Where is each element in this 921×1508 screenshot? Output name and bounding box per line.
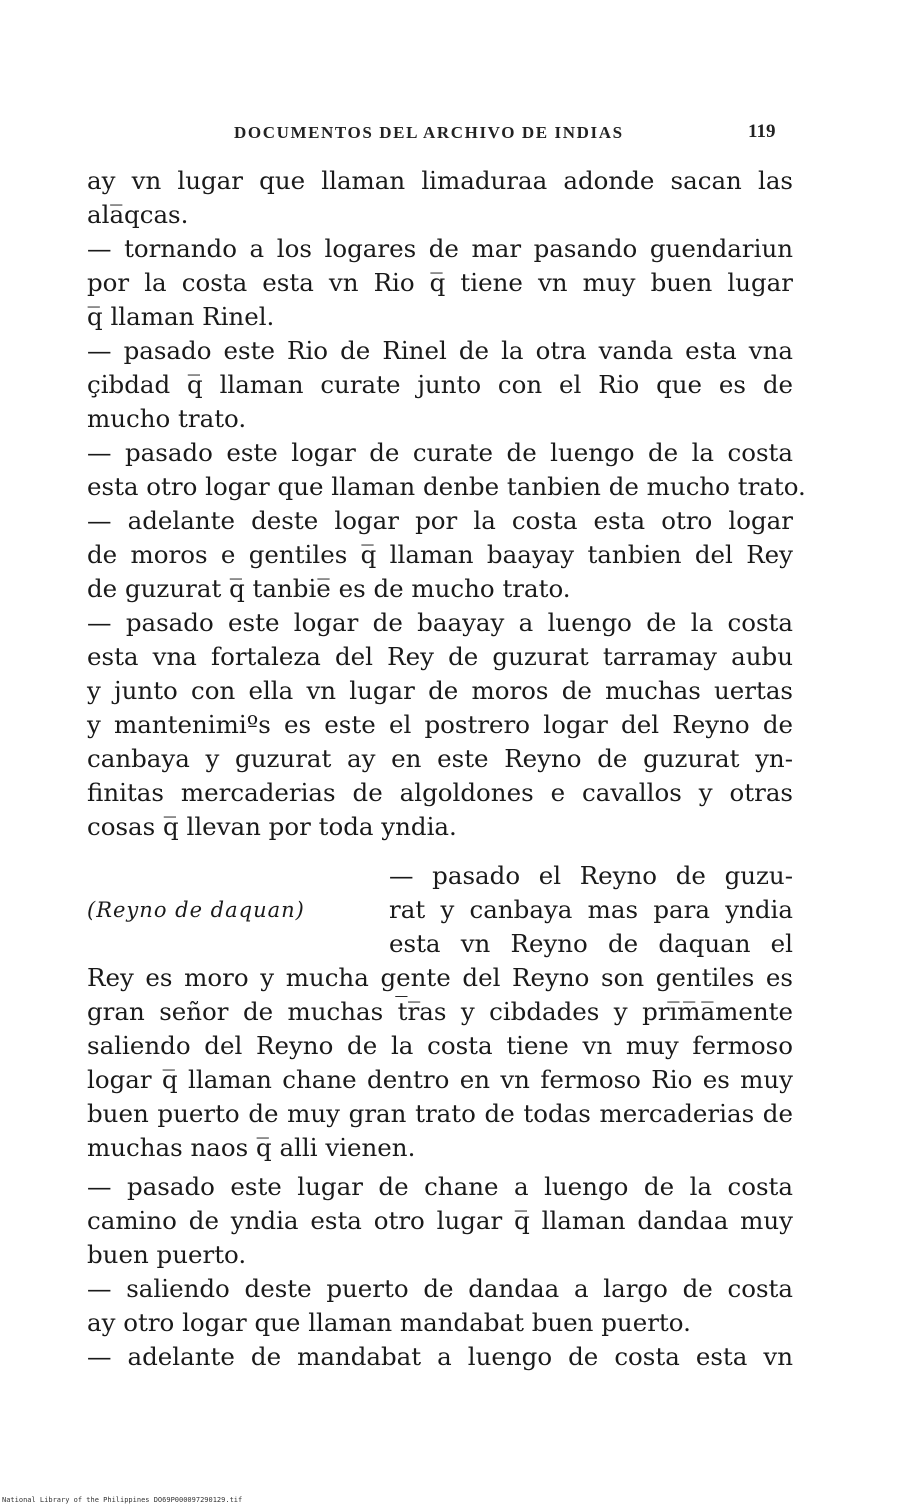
- text-line: saliendo del Reyno de la costa tiene vn muy fermoso: [87, 1031, 793, 1060]
- text-line: logar q̅ llaman chane dentro en vn fermoso Rio es muy: [87, 1065, 793, 1094]
- text-line: esta vna fortaleza del Rey de guzurat tarramay aubu: [87, 642, 793, 671]
- text-line: ay otro logar que llaman mandabat buen puerto.: [87, 1308, 691, 1337]
- text-line: gran señor de muchas t̅r̅as y cibdades y pri̅m̅a̅mente: [87, 997, 793, 1026]
- text-line: ay vn lugar que llaman limaduraa adonde sacan las: [87, 166, 793, 195]
- text-line: camino de yndia esta otro lugar q̅ llaman dandaa muy: [87, 1206, 793, 1235]
- text-line: de moros e gentiles q̅ llaman baayay tanbien del Rey: [87, 540, 793, 569]
- text-line: canbaya y guzurat ay en este Reyno de guzurat yn-: [87, 744, 793, 773]
- marginal-note: (Reyno de daquan): [87, 898, 305, 922]
- text-line: buen puerto.: [87, 1240, 247, 1269]
- text-line: q̅ llaman Rinel.: [87, 302, 275, 331]
- text-line: ala̅qcas.: [87, 200, 189, 229]
- running-head: DOCUMENTOS DEL ARCHIVO DE INDIAS: [234, 123, 624, 142]
- text-line: — pasado este lugar de chane a luengo de la costa: [87, 1172, 793, 1201]
- text-line: çibdad q̅ llaman curate junto con el Rio que es de: [87, 370, 793, 399]
- text-line: rat y canbaya mas para yndia: [389, 895, 793, 924]
- page-number: 119: [748, 121, 776, 142]
- text-line: — pasado este Rio de Rinel de la otra vanda esta vna: [87, 336, 793, 365]
- text-line: Rey es moro y mucha gente del Reyno son gentiles es: [87, 963, 793, 992]
- text-line: cosas q̅ llevan por toda yndia.: [87, 812, 457, 841]
- text-line: — pasado el Reyno de guzu-: [389, 861, 793, 890]
- text-line: por la costa esta vn Rio q̅ tiene vn muy buen lugar: [87, 268, 793, 297]
- footer-credit: National Library of the Philippines DO69P000097290129.tif: [2, 1496, 243, 1504]
- text-line: — adelante de mandabat a luengo de costa esta vn: [87, 1342, 793, 1371]
- text-line: — saliendo deste puerto de dandaa a largo de costa: [87, 1274, 793, 1303]
- text-line: y mantenimiºs es este el postrero logar del Reyno de: [87, 710, 793, 739]
- text-line: buen puerto de muy gran trato de todas mercaderias de: [87, 1099, 793, 1128]
- text-line: esta vn Reyno de daquan el: [389, 929, 793, 958]
- text-line: — pasado este logar de curate de luengo de la costa: [87, 438, 793, 467]
- text-line: — pasado este logar de baayay a luengo de la costa: [87, 608, 793, 637]
- text-line: mucho trato.: [87, 404, 247, 433]
- text-line: muchas naos q̅ alli vienen.: [87, 1133, 416, 1162]
- text-line: — adelante deste logar por la costa esta otro logar: [87, 506, 793, 535]
- text-line: finitas mercaderias de algoldones e cavallos y otras: [87, 778, 793, 807]
- text-line: esta otro logar que llaman denbe tanbien de mucho trato.: [87, 472, 806, 501]
- text-line: de guzurat q̅ tanbie̅ es de mucho trato.: [87, 574, 571, 603]
- text-line: — tornando a los logares de mar pasando guendariun: [87, 234, 793, 263]
- text-line: y junto con ella vn lugar de moros de muchas uertas: [87, 676, 793, 705]
